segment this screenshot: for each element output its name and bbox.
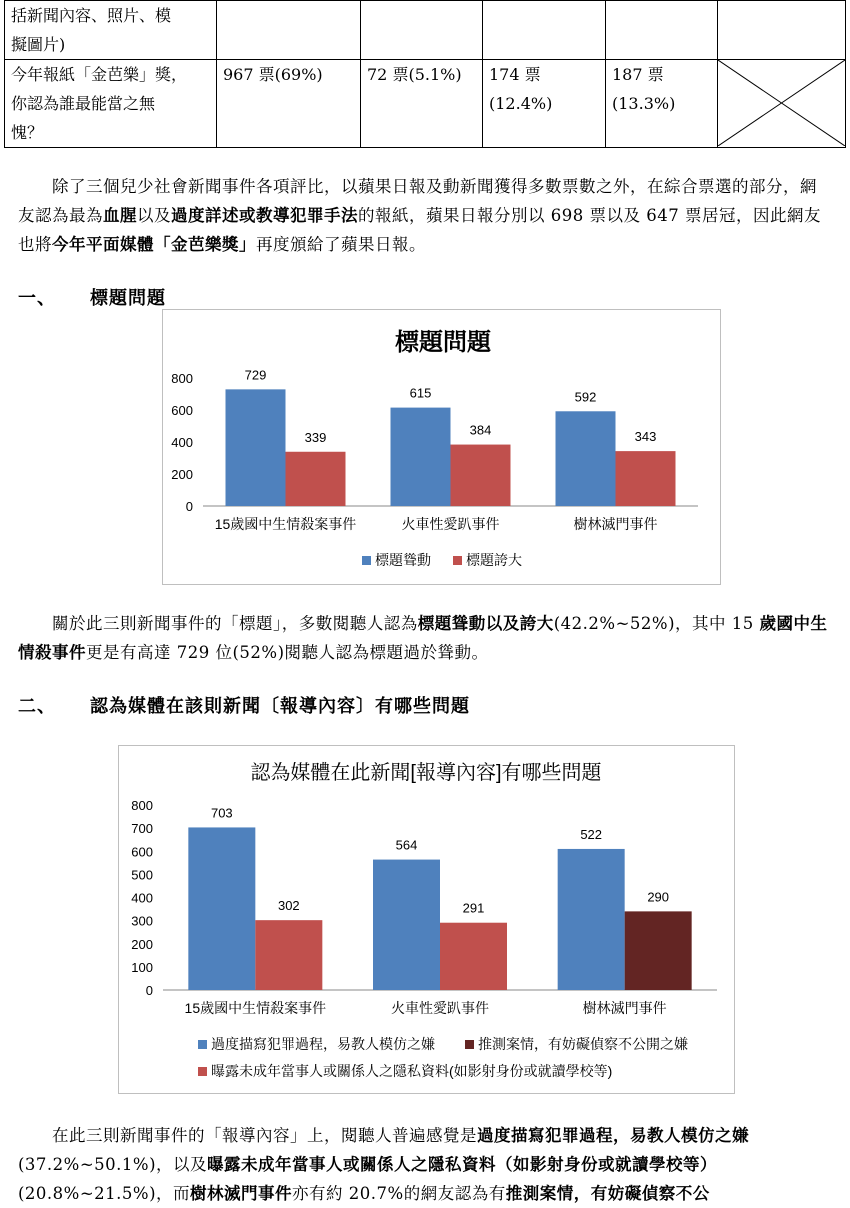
text: 除了三個兒少社會新聞事件各項評比，以蘋果日報及動新聞獲得多數票數之外，在綜合票選的部分，網友認為最為: [18, 177, 817, 225]
y-tick-label: 400: [171, 435, 193, 450]
text: 關於此三則新聞事件的「標題」，多數閱聽人認為: [52, 614, 418, 633]
text: (20.8%~21.5%)，而: [18, 1184, 191, 1203]
heading-text: 標題問題: [90, 288, 166, 309]
bar-2: [616, 451, 676, 506]
emphasis: 歲國中生情殺事件: [18, 614, 828, 662]
legend-label: 推測案情，有妨礙偵察不公開之嫌: [478, 1036, 688, 1052]
legend-swatch: [362, 556, 371, 565]
bar-1: [188, 827, 255, 990]
vote-percent: (12.4%): [489, 94, 553, 113]
data-label: 302: [277, 898, 300, 914]
chart-title-problems: [162, 309, 721, 585]
vote-percent: (13.3%): [612, 94, 676, 113]
bar-2: [451, 445, 511, 506]
data-label: 343: [634, 429, 657, 445]
y-tick-label: 200: [131, 936, 153, 952]
y-tick-label: 0: [185, 499, 193, 514]
bar-1: [391, 408, 451, 506]
x-category-label: 火車性愛趴事件: [391, 1000, 489, 1016]
text: 在此三則新聞事件的「報導內容」上，閱聽人普遍感覺是: [52, 1126, 477, 1145]
y-tick-label: 200: [171, 467, 193, 482]
y-tick-label: 300: [131, 913, 153, 929]
cross-mark: [718, 60, 845, 146]
section-heading-2: [18, 692, 470, 718]
y-tick-label: 100: [131, 959, 153, 975]
bar-1: [556, 411, 616, 506]
heading-number: 一、: [18, 288, 56, 309]
question-line: 愧？: [11, 123, 44, 142]
question-line: 括新聞內容、照片、模: [11, 6, 172, 25]
emphasis: 推測案情，有妨礙偵察不公: [505, 1184, 710, 1203]
text: 再度頒給了蘋果日報。: [256, 235, 426, 254]
data-label: 339: [304, 429, 327, 445]
bar-2: [255, 920, 322, 990]
y-tick-label: 800: [131, 798, 153, 813]
data-label: 703: [210, 805, 233, 821]
text: 的報紙，蘋果日報分別以 698 票以及 647 票居冠，因此網友也將: [18, 206, 821, 254]
text: (37.2%~50.1%)，以及: [18, 1155, 208, 1174]
empty-cell: [718, 1, 846, 60]
vote-cell: 72 票(5.1%): [361, 60, 483, 148]
table-row: [5, 60, 846, 148]
vote-count: 187 票: [612, 65, 664, 84]
text: 亦有約 20.7%的網友認為有: [292, 1184, 506, 1203]
bar-1: [558, 849, 625, 990]
y-tick-label: 800: [171, 371, 193, 386]
paragraph-content-analysis: [18, 1121, 833, 1208]
x-category-label: 樹林滅門事件: [573, 516, 658, 532]
legend-label: 標題聳動: [375, 552, 431, 568]
section-heading-1: [18, 284, 166, 310]
bar-2: [625, 911, 692, 990]
data-label: 291: [462, 900, 485, 916]
legend-swatch: [453, 556, 462, 565]
data-label: 290: [647, 889, 670, 905]
vote-cell: [483, 60, 606, 148]
crossed-cell: [718, 60, 846, 148]
question-line: 你認為誰最能當之無: [11, 94, 156, 113]
legend-swatch: [198, 1067, 207, 1076]
data-label: 592: [574, 389, 597, 405]
emphasis: 過度詳述或教導犯罪手法: [171, 206, 358, 225]
paragraph-summary: [18, 172, 833, 259]
data-label: 729: [244, 367, 267, 383]
chart-title: 認為媒體在此新聞[報導內容]有哪些問題: [250, 762, 602, 784]
vote-cell: [217, 1, 361, 60]
chart1-svg: [163, 310, 720, 584]
emphasis: 過度描寫犯罪過程，易教人模仿之嫌: [477, 1126, 749, 1145]
data-label: 384: [469, 422, 492, 438]
y-tick-label: 0: [145, 983, 153, 998]
vote-table: [4, 0, 846, 148]
heading-text: 認為媒體在該則新聞〔報導內容〕有哪些問題: [90, 696, 470, 717]
vote-count: 174 票: [489, 65, 541, 84]
x-category-label: 15歲國中生情殺案事件: [214, 516, 357, 532]
x-category-label: 樹林滅門事件: [582, 1000, 667, 1016]
paragraph-title-analysis: [18, 609, 833, 667]
heading-number: 二、: [18, 696, 56, 717]
y-tick-label: 600: [171, 403, 193, 418]
vote-cell: [606, 1, 718, 60]
vote-cell: [483, 1, 606, 60]
vote-cell: [606, 60, 718, 148]
vote-cell: [361, 1, 483, 60]
text: (42.2%~52%)，其中 15: [553, 614, 760, 633]
emphasis: 樹林滅門事件: [190, 1184, 293, 1203]
chart-title: 標題問題: [395, 329, 491, 356]
y-tick-label: 600: [131, 844, 153, 860]
x-category-label: 15歲國中生情殺案事件: [184, 1000, 327, 1016]
vote-cell: 967 票(69%): [217, 60, 361, 148]
question-line: 今年報紙「金芭樂」獎，: [11, 65, 188, 84]
emphasis: 今年平面媒體「金芭樂獎」: [52, 235, 256, 254]
bar-1: [226, 389, 286, 506]
text: 以及: [137, 206, 171, 225]
question-cell: [5, 60, 217, 148]
emphasis: 血腥: [103, 206, 137, 225]
question-line: 擬圖片): [11, 35, 66, 54]
legend-swatch: [198, 1040, 207, 1049]
bar-2: [286, 452, 346, 506]
legend-swatch: [465, 1040, 474, 1049]
emphasis: 曝露未成年當事人或關係人之隱私資料（如影射身份或就讀學校等）: [207, 1155, 718, 1174]
bar-1: [373, 860, 440, 990]
question-cell: [5, 1, 217, 60]
x-category-label: 火車性愛趴事件: [401, 516, 500, 532]
data-label: 522: [580, 826, 603, 842]
data-label: 615: [409, 385, 432, 401]
y-tick-label: 400: [131, 890, 153, 906]
y-tick-label: 700: [131, 821, 153, 837]
legend-label: 標題誇大: [466, 552, 522, 568]
text: 更是有高達 729 位(52%)閱聽人認為標題過於聳動。: [86, 643, 489, 662]
emphasis: 標題聳動以及誇大: [417, 614, 554, 633]
chart-report-content: [118, 745, 735, 1094]
bar-2: [440, 923, 507, 990]
chart2-svg: [119, 746, 734, 1093]
y-tick-label: 500: [131, 867, 153, 883]
data-label: 564: [395, 837, 418, 853]
legend-label: 曝露未成年當事人或關係人之隱私資料(如影射身份或就讀學校等): [211, 1063, 613, 1079]
table-row: [5, 1, 846, 60]
legend-label: 過度描寫犯罪過程，易教人模仿之嫌: [211, 1036, 435, 1052]
